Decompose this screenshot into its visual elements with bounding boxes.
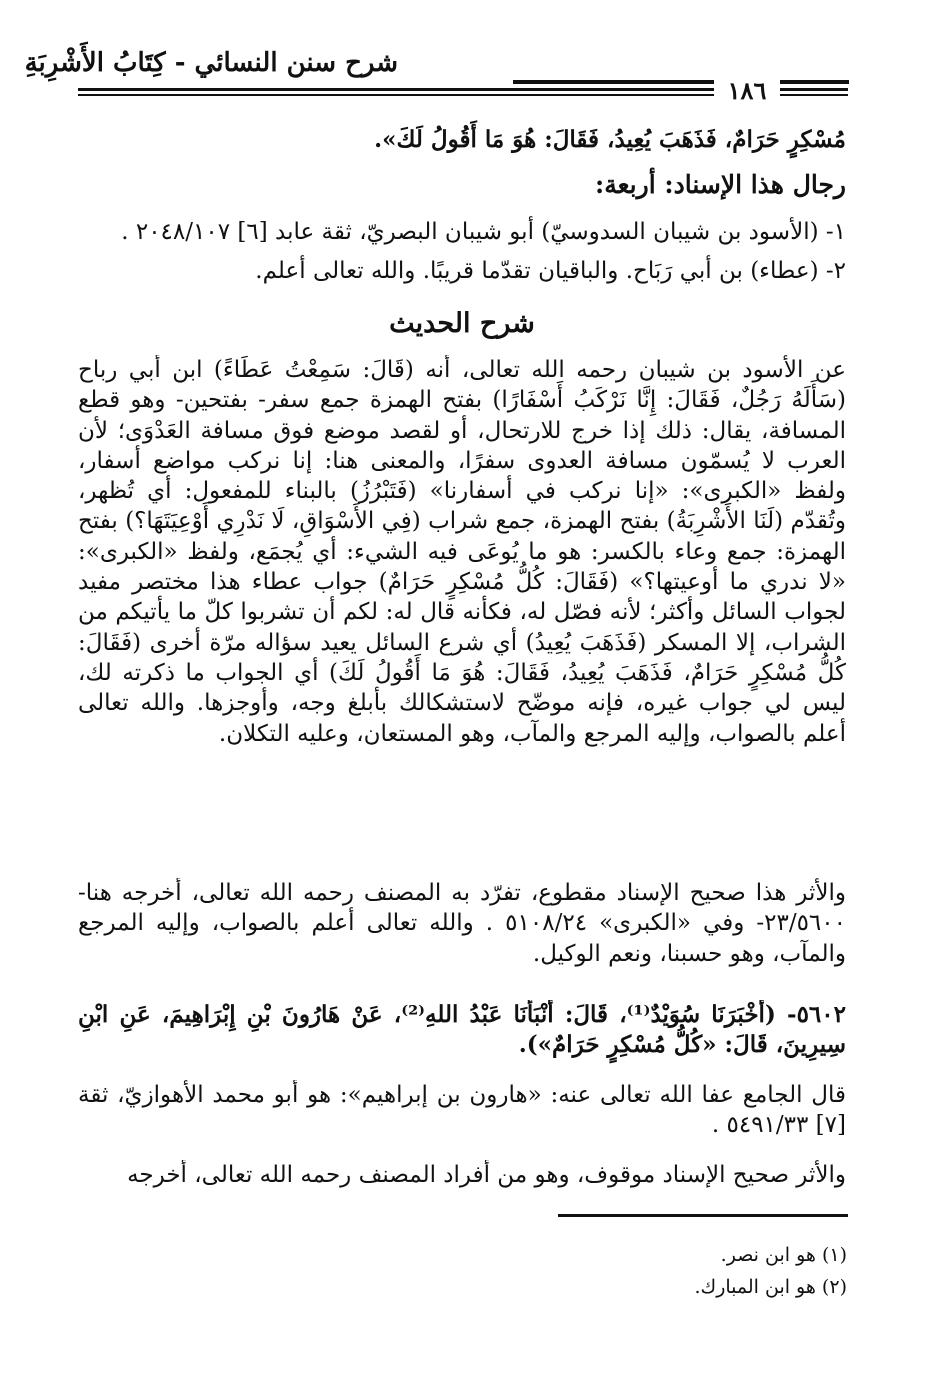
narrator-2: ٢- (عطاء) بن أبي رَبَاح. والباقيان تقدّما قريبًا. والله تعالى أعلم.: [255, 258, 846, 284]
athar-paragraph-2: والأثر صحيح الإسناد موقوف، وهو من أفراد المصنف رحمه الله تعالى، أخرجه: [127, 1162, 846, 1188]
section-heading-sharh: شرح الحديث: [389, 308, 535, 339]
jami-note: قال الجامع عفا الله تعالى عنه: «هارون بن إبراهيم»: هو أبو محمد الأهوازيّ، ثقة [٧] ٥٤٩١/٣٣ .: [78, 1082, 846, 1139]
page-number: ١٨٦: [714, 76, 780, 105]
rijal-heading: رجال هذا الإسناد: أربعة:: [594, 170, 846, 199]
header-rule-top: [513, 80, 849, 84]
footnote-1: (١) هو ابن نصر.: [720, 1244, 847, 1266]
footnote-2: (٢) هو ابن المبارك.: [694, 1276, 847, 1298]
narrator-1: ١- (الأسود بن شيبان السدوسيّ) أبو شيبان البصريّ، ثقة عابد [٦] ٢٠٤٨/١٠٧ .: [121, 219, 846, 245]
hadith-continuation: مُسْكِرٍ حَرَامٌ، فَذَهَبَ يُعِيدُ، فَقَالَ: هُوَ مَا أَقُولُ لَكَ».: [374, 126, 846, 153]
sharh-body: عن الأسود بن شيبان رحمه الله تعالى، أنه (قَالَ: سَمِعْتُ عَطَاءً) ابن أبي رباح (سَأَلَهُ رَجُلٌ، فَقَالَ: إِنَّا نَرْكَبُ أَسْفَارًا) بفتح الهمزة جمع سفر- بفتحين- وهو قطع المسافة، يقال: ذلك إذا خرج للارتحال، أو لقصد موضع فوق مسافة العَدْوَى؛ لأن العرب لا يُسمّون مسافة العدوى سفرًا، والمعنى هنا: إنا نركب مواضع أسفار، ولفظ «الكبرى»: «إنا نركب في أسفارنا» (فَتَبْرُزُ) بالبناء للمفعول: أي تُظهر، وتُقدّم (لَنَا الأَشْرِبَةُ) بفتح الهمزة، جمع شراب (فِي الأَسْوَاقِ، لَا نَدْرِي أَوْعِيَتَهَا؟) بفتح الهمزة: جمع وعاء بالكسر: هو ما يُوعَى فيه الشيء: أي يُجمَع، ولفظ «الكبرى»: «لا ندري ما أوعيتها؟» (فَقَالَ: كُلُّ مُسْكِرٍ حَرَامٌ) جواب عطاء هذا مختصر مفيد لجواب السائل وأكثر؛ لأنه فصّل له، فكأنه قال له: لكم أن تشربوا كلّ ما يأتيكم من الشراب، إلا المسكر (فَذَهَبَ يُعِيدُ) أي شرع السائل يعيد سؤاله مرّة أخرى (فَقَالَ: كُلُّ مُسْكِرٍ حَرَامٌ، فَذَهَبَ يُعِيدُ، فَقَالَ: هُوَ مَا أَقُولُ لَكَ) أي الجواب ما ذكرته لك، ليس لي جواب غيره، فإنه موضّح لاستشكالك بأبلغ وجه، وأوجزها. والله تعالى أعلم بالصواب، وإليه المرجع والمآب، وهو المستعان، وعليه التكلان.: [78, 357, 846, 747]
athar-paragraph-1: والأثر هذا صحيح الإسناد مقطوع، تفرّد به المصنف رحمه الله تعالى، أخرجه هنا- ٢٣/٥٦٠٠- وفي «الكبرى» ٥١٠٨/٢٤ . والله تعالى أعلم بالصواب، وإليه المرجع والمآب، وهو حسبنا، ونعم الوكيل.: [78, 880, 846, 967]
footnote-separator: [558, 1214, 848, 1217]
running-header-title: شرح سنن النسائي - كِتَابُ الأَشْرِبَةِ: [24, 48, 398, 78]
hadith-5602: ٥٦٠٢- (أَخْبَرَنَا سُوَيْدٌ⁽¹⁾، قَالَ: أَنْبَأَنَا عَبْدُ اللهِ⁽²⁾، عَنْ هَارُونَ بْنِ إِبْرَاهِيمَ، عَنِ ابْنِ سِيرِينَ، قَالَ: «كُلُّ مُسْكِرٍ حَرَامٌ»).: [78, 1001, 846, 1059]
